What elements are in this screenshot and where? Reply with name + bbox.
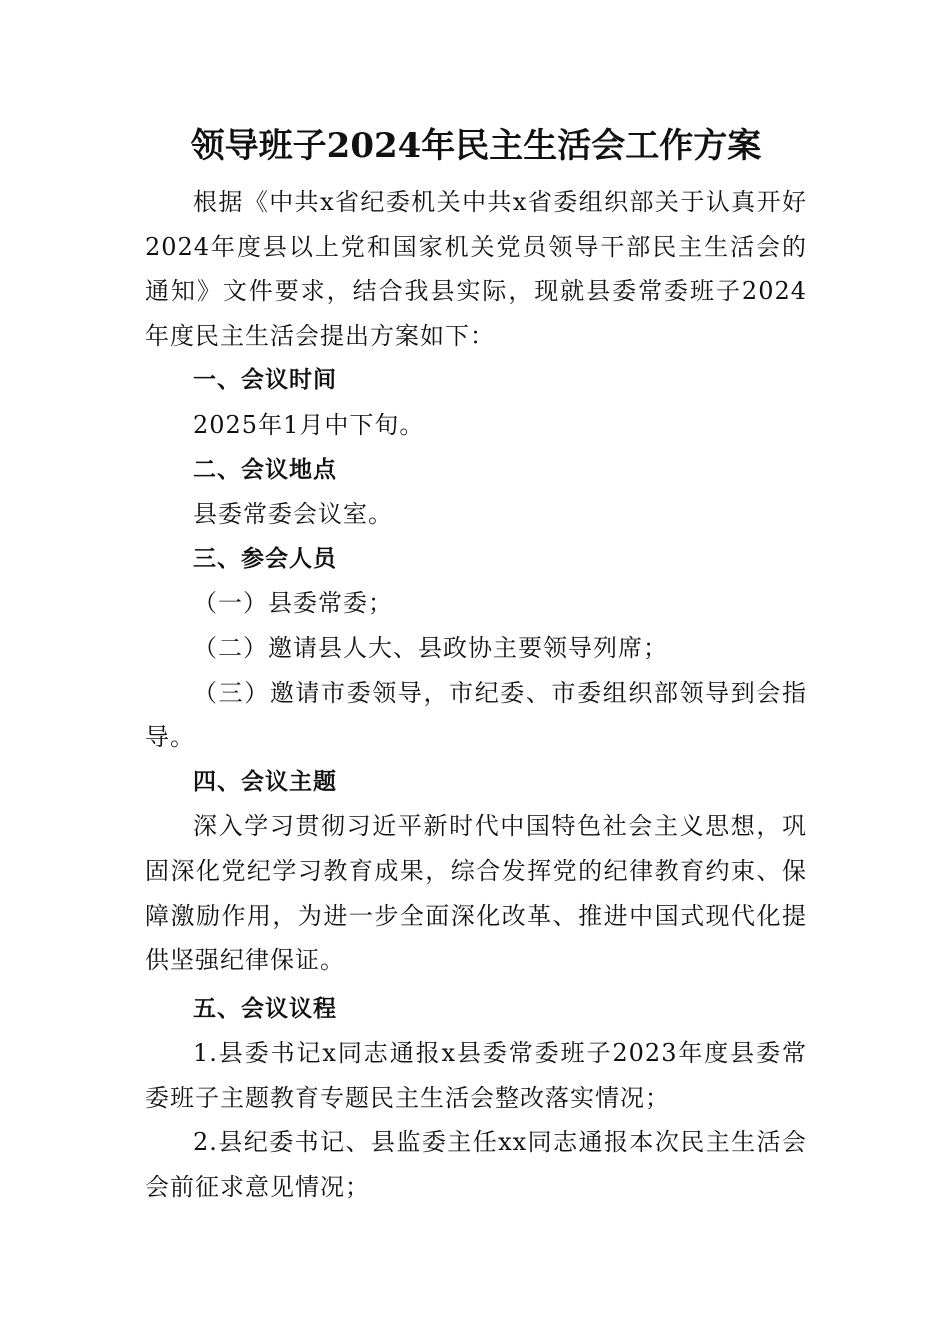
participants-item-1: （一）县委常委； — [193, 589, 393, 618]
document-body — [145, 120, 807, 1210]
section-text-place: 县委常委会议室。 — [193, 500, 393, 529]
document-title: 领导班子2024年民主生活会工作方案 — [190, 126, 762, 166]
participants-item-2: （二）邀请县人大、县政协主要领导列席； — [193, 633, 668, 662]
section-text-theme: 深入学习贯彻习近平新时代中国特色社会主义思想，巩固深化党纪学习教育成果，综合发挥党的纪律教育约束、保障激励作用，为进一步全面深化改革、推进中国式现代化提供坚强纪律保证。 — [145, 812, 807, 975]
section-text-time: 2025年1月中下旬。 — [193, 410, 425, 439]
section-heading-place: 二、会议地点 — [193, 456, 337, 483]
agenda-item-2: 2.县纪委书记、县监委主任xx同志通报本次民主生活会会前征求意见情况； — [145, 1128, 807, 1202]
intro-paragraph: 根据《中共x省纪委机关中共x省委组织部关于认真开好2024年度县以上党和国家机关党员领导干部民主生活会的通知》文件要求，结合我县实际，现就县委常委班子2024年度民主生活会提出方案如下： — [145, 188, 807, 350]
section-heading-time: 一、会议时间 — [193, 367, 337, 394]
section-heading-agenda: 五、会议议程 — [193, 995, 337, 1022]
section-heading-theme: 四、会议主题 — [193, 768, 337, 795]
participants-item-3: （三）邀请市委领导，市纪委、市委组织部领导到会指导。 — [145, 678, 807, 752]
section-heading-participants: 三、参会人员 — [193, 545, 337, 572]
agenda-item-1: 1.县委书记x同志通报x县委常委班子2023年度县委常委班子主题教育专题民主生活会整改落实情况； — [145, 1039, 807, 1112]
